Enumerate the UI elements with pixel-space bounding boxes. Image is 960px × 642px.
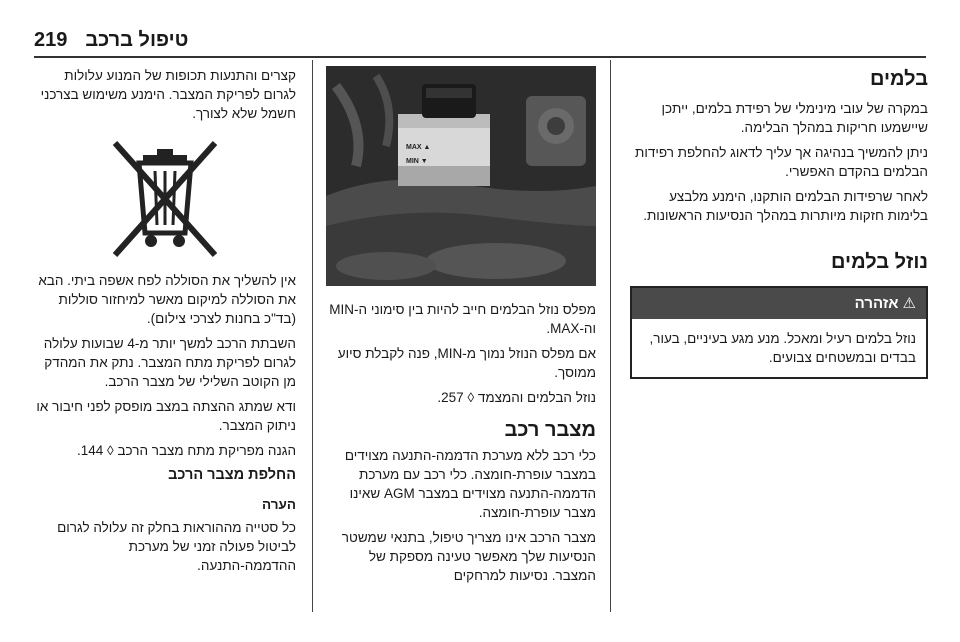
- section-title: טיפול ברכב: [85, 29, 189, 51]
- warning-header: [632, 288, 926, 319]
- battery-heading: מצבר רכב: [504, 419, 596, 441]
- fluid-reference: נוזל הבלמים והמצמד ◊ 257.: [437, 390, 596, 405]
- fluid-level-paragraph: אם מפלס הנוזל נמוך מ-MIN, פנה לקבלת סיוע ממוסך.: [337, 346, 596, 380]
- battery-paragraph: קצרים והתנעות תכופות של המנוע עלולות לגרום לפריקת המצבר. הימנע משימוש בצרכני חשמל שלא לצורך.: [40, 68, 296, 121]
- protection-reference: הגנה מפריקת מתח מצבר הרכב ◊ 144.: [77, 443, 296, 458]
- middle-column: [326, 66, 596, 591]
- brake-fluid-reservoir-photo: [326, 66, 596, 286]
- note-text: כל סטייה מההוראות בחלק זה עלולה לגרום לביטול פעולה זמני של מערכת ההדממה-התנעה.: [57, 520, 296, 573]
- fluid-level-paragraph: מפלס נוזל הבלמים חייב להיות בין סימוני ה-MIN וה-MAX.: [329, 302, 596, 336]
- column-divider-right: [610, 60, 611, 612]
- warning-title: אזהרה: [854, 295, 899, 312]
- brakes-paragraph: במקרה של עובי מינימלי של רפידת בלמים, ייתכן שיישמעו חריקות במהלך הבלימה.: [661, 101, 928, 135]
- crossed-out-bin-icon: [109, 137, 221, 261]
- battery-replacement-heading: החלפת מצבר הרכב: [168, 467, 296, 483]
- brake-fluid-heading: נוזל בלמים: [831, 251, 928, 273]
- ignition-paragraph: ודא שמתג ההצתה במצב מופסק לפני חיבור או ניתוק המצבר.: [36, 399, 296, 433]
- note-heading: הערה: [262, 497, 296, 512]
- left-column: [34, 66, 296, 581]
- disposal-paragraph: אין להשליך את הסוללה לפח אשפה ביתי. הבא את הסוללה למיקום מאשר למיחזור סוללות (בד"כ בחנות לצרכי צילום).: [38, 273, 296, 326]
- storage-paragraph: השבתת הרכב למשך יותר מ-4 שבועות עלולה לגרום לפריקת מתח המצבר. נתק את המהדק מן הקוטב השלילי של מצבר הרכב.: [43, 336, 296, 389]
- page-header: [34, 26, 926, 58]
- page-number: 219: [34, 29, 68, 51]
- battery-paragraph: מצבר הרכב אינו מצריך טיפול, בתנאי שמשטר הנסיעות שלך מאפשר טעינה מספקת של המצבר. נסיעות למרחקים: [341, 530, 596, 583]
- min-mark-label: MIN ▼: [406, 158, 428, 165]
- max-mark-label: MAX ▲: [406, 144, 431, 151]
- crossed-bin-symbol: [34, 137, 296, 261]
- right-column: [630, 66, 928, 379]
- warning-triangle-icon: ⚠: [902, 295, 916, 312]
- warning-box: [630, 286, 928, 379]
- column-divider-left: [312, 60, 313, 612]
- brakes-paragraph: לאחר שרפידות הבלמים הותקנו, הימנע מלבצע בלימות חזקות מיותרות במהלך הנסיעות הראשונות.: [643, 189, 928, 223]
- battery-paragraph: כלי רכב ללא מערכת הדממה-התנעה מצוידים במצבר עופרת-חומצה. כלי רכב עם מערכת הדממה-התנעה מצוידים במצבר AGM שאינו מצבר עופרת-חומצה.: [344, 448, 596, 520]
- warning-text: נוזל בלמים רעיל ומאכל. מנע מגע בעיניים, בעור, בבדים ובמשטחים צבועים.: [649, 331, 916, 365]
- brakes-heading: בלמים: [870, 68, 928, 90]
- brakes-paragraph: ניתן להמשיך בנהיגה אך עליך לדאוג להחלפת רפידות הבלמים בהקדם האפשרי.: [635, 145, 928, 179]
- engine-bay-image: [326, 66, 596, 286]
